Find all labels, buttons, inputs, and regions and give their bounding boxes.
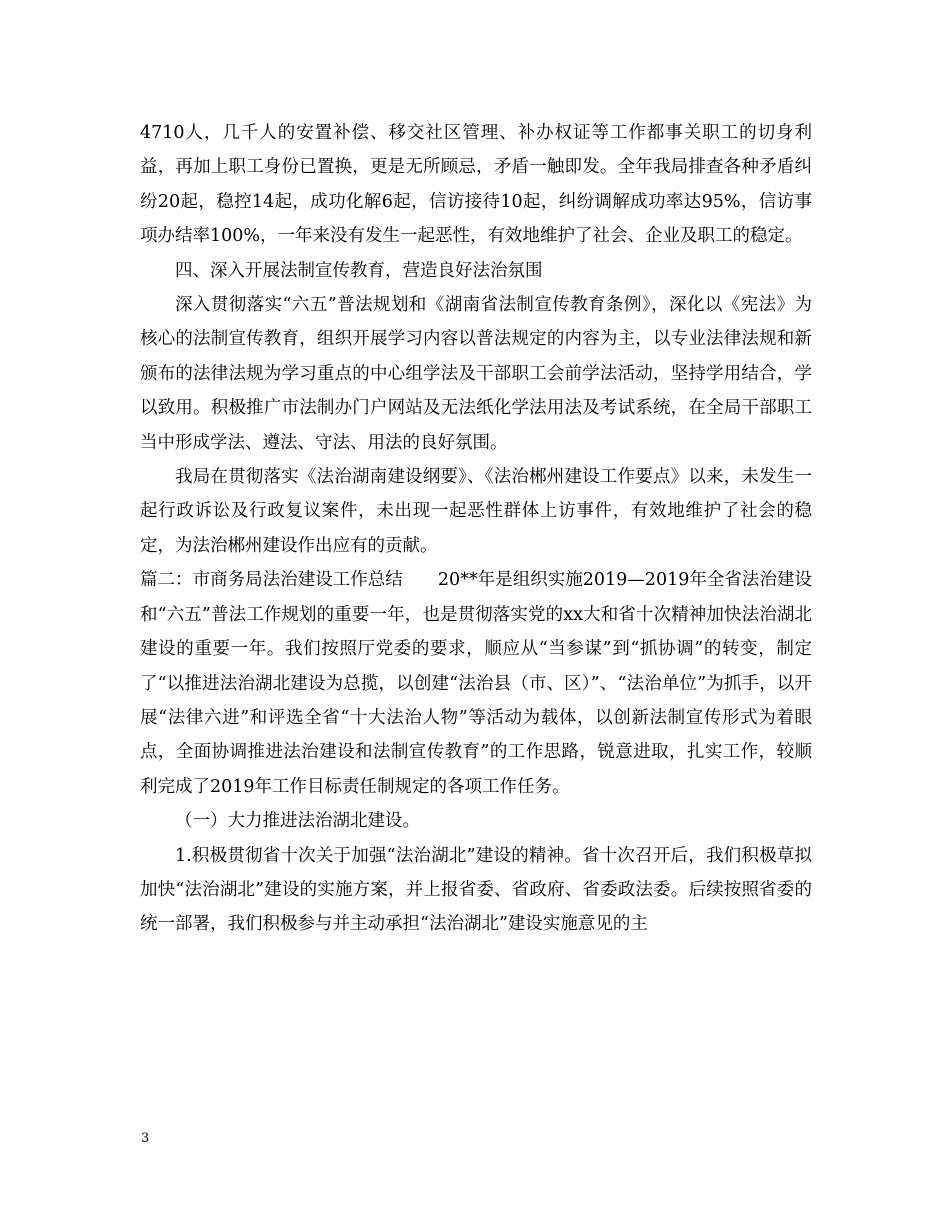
document-body [140, 116, 812, 942]
page-number: 3 [141, 1131, 150, 1146]
subsection-heading-1: （一）大力推进法治湖北建设。 [175, 811, 420, 832]
paragraph-3: 深入贯彻落实“六五”普法规划和《湖南省法制宣传教育条例》，深化以《宪法》为核心的法制宣传教育，组织开展学习内容以普法规定的内容为主，以专业法律法规和新颁布的法律法规为学习重点的中心组学法及干部职工会前学法活动，坚持学用结合，学以致用。积极推广市法制办门户网站及无法纸化学法用法及考试系统，在全局干部职工当中形成学法、遵法、守法、用法的良好氛围。 [140, 295, 812, 453]
paragraph-article-2: 篇二：市商务局法治建设工作总结 20**年是组织实施2019—2019年全省法治建设和“六五”普法工作规划的重要一年，也是贯彻落实党的xx大和省十次精神加快法治湖北建设的重要一年。我们按照厅党委的要求，顺应从“当参谋”到“抓协调”的转变，制定了“以推进法治湖北建设为总揽，以创建“法治县（市、区）”、“法治单位”为抓手，以开展“法律六进”和评选全省“十大法治人物”等活动为载体，以创新法制宣传形式为着眼点，全面协调推进法治建设和法制宣传教育”的工作思路，锐意进取，扎实工作，较顺利完成了2019年工作目标责任制规定的各项工作任务。 [140, 570, 812, 797]
paragraph-1: 4710人，几千人的安置补偿、移交社区管理、补办权证等工作都事关职工的切身利益，再加上职工身份已置换，更是无所顾忌，矛盾一触即发。全年我局排查各种矛盾纠纷20起，稳控14起，成功化解6起，信访接待10起，纠纷调解成功率达95%，信访事项办结率100%，一年来没有发生一起恶性，有效地维护了社会、企业及职工的稳定。 [140, 123, 812, 247]
section-heading-4: 四、深入开展法制宣传教育，营造良好法治氛围 [175, 260, 543, 281]
paragraph-4: 我局在贯彻落实《法治湖南建设纲要》、《法治郴州建设工作要点》以来，未发生一起行政诉讼及行政复议案件，未出现一起恶性群体上访事件，有效地维护了社会的稳定，为法治郴州建设作出应有的贡献。 [140, 467, 812, 556]
paragraph-7: 1.积极贯彻省十次关于加强“法治湖北”建设的精神。省十次召开后，我们积极草拟加快“法治湖北”建设的实施方案，并上报省委、省政府、省委政法委。后续按照省委的统一部署，我们积极参与并主动承担“法治湖北”建设实施意见的主 [140, 845, 812, 935]
